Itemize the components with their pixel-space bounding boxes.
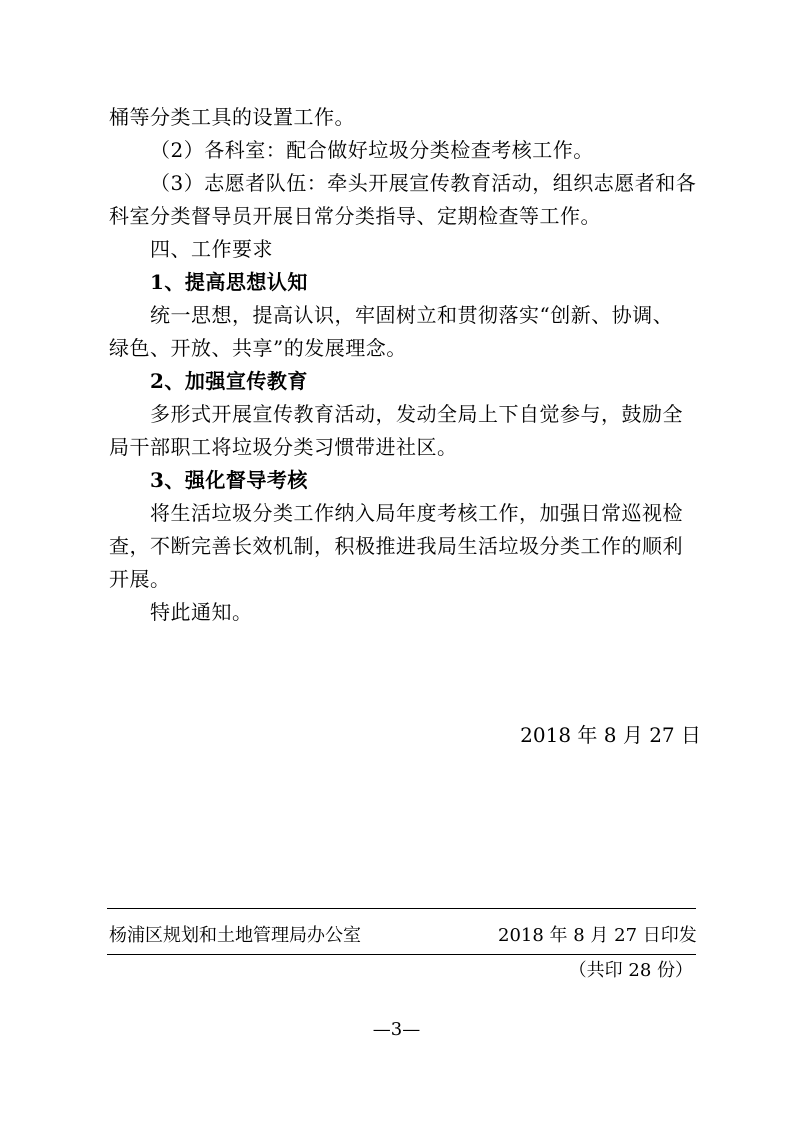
body-line-10: 多形式开展宣传教育活动，发动全局上下自觉参与，鼓励全 [150,402,683,426]
body-line-2: （2）各科室：配合做好垃圾分类检查考核工作。 [150,138,594,162]
issue-date: 2018 年 8 月 27 日印发 [498,925,697,946]
footer-bottom-rule [107,954,696,955]
subheading-2: 2、加强宣传教育 [150,369,308,393]
body-line-7: 统一思想，提高认识，牢固树立和贯彻落实“创新、协调、 [150,303,674,327]
body-line-1: 桶等分类工具的设置工作。 [109,105,355,129]
body-line-4: 科室分类督导员开展日常分类指导、定期检查等工作。 [109,204,601,228]
issuer-name: 杨浦区规划和土地管理局办公室 [109,925,361,946]
print-copies: （共印 28 份） [568,960,693,981]
body-line-8: 绿色、开放、共享”的发展理念。 [109,336,407,360]
footer-top-rule [107,908,696,909]
body-line-3: （3）志愿者队伍：牵头开展宣传教育活动，组织志愿者和各 [150,171,697,195]
document-date: 2018 年 8 月 27 日 [520,723,701,747]
section-heading-requirements: 四、工作要求 [150,237,273,261]
page-number: —3— [372,1019,421,1040]
closing-line: 特此通知。 [150,600,253,624]
subheading-1: 1、提高思想认知 [150,270,308,294]
body-line-13: 将生活垃圾分类工作纳入局年度考核工作，加强日常巡视检 [150,501,683,525]
body-line-11: 局干部职工将垃圾分类习惯带进社区。 [109,435,458,459]
body-line-15: 开展。 [109,567,171,591]
subheading-3: 3、强化督导考核 [150,468,308,492]
body-line-14: 查，不断完善长效机制，积极推进我局生活垃圾分类工作的顺利 [109,534,683,558]
